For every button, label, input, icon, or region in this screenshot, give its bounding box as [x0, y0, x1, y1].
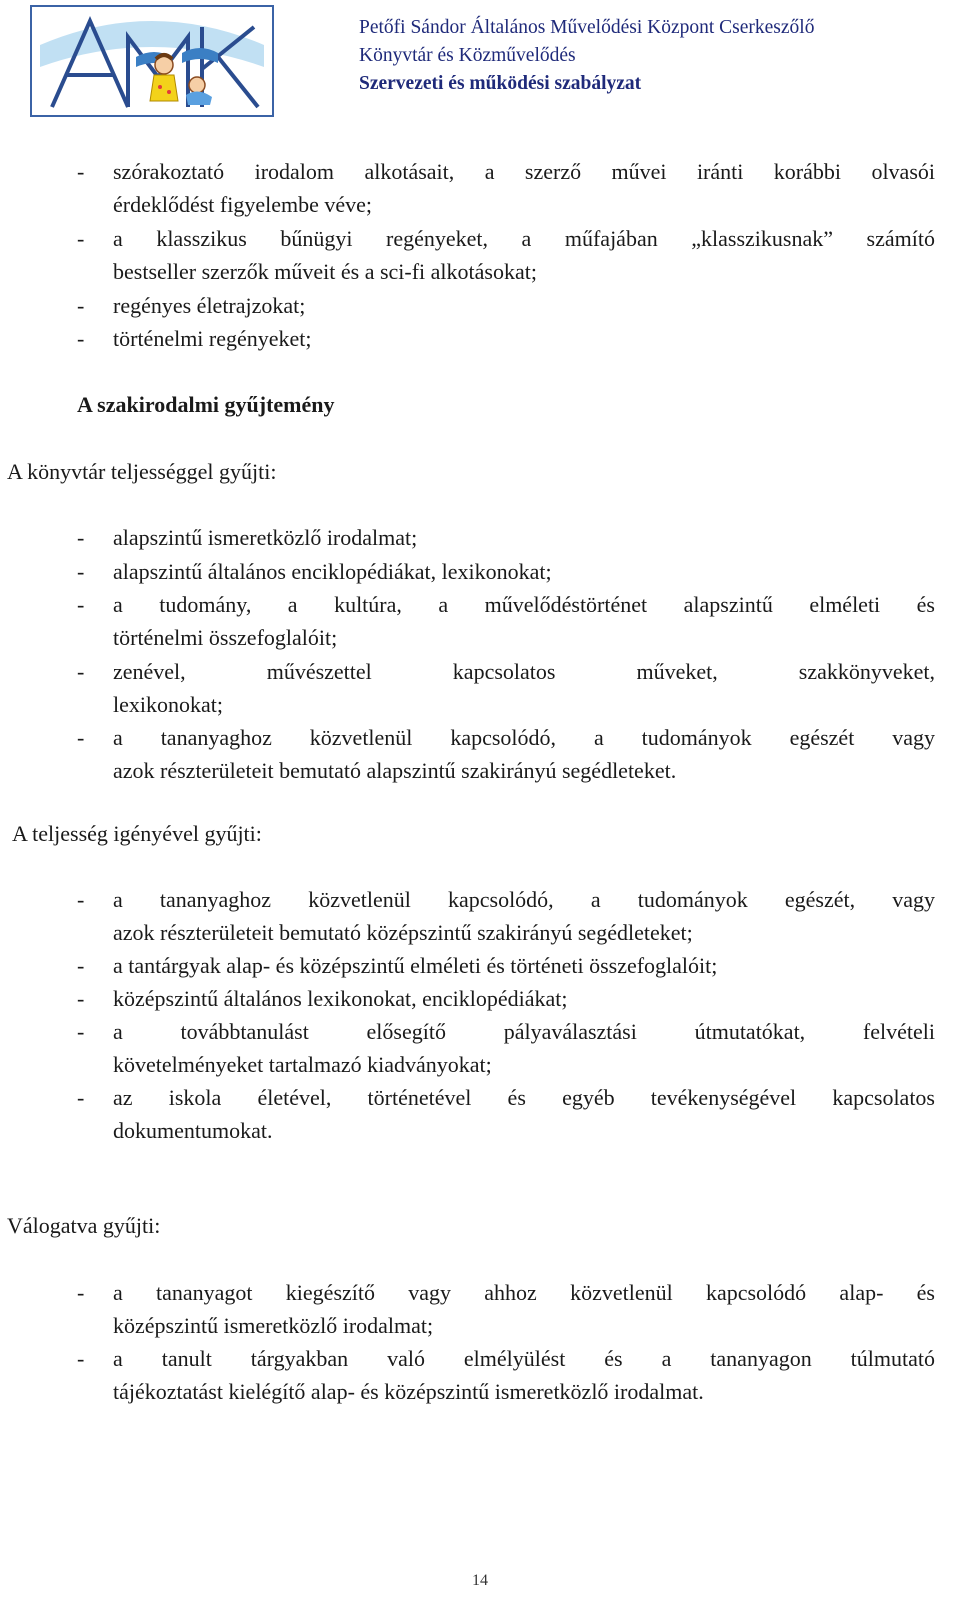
list-dash: -: [77, 1019, 85, 1044]
header-department: Könyvtár és Közművelődés: [359, 45, 576, 66]
list-item-text: szórakoztató irodalom alkotásait, a szerző művei iránti korábbi olvasói: [113, 159, 935, 184]
list-item-text: középszintű ismeretközlő irodalmat;: [113, 1313, 434, 1338]
list-dash: -: [77, 326, 85, 351]
page-number: 14: [472, 1572, 488, 1589]
list-dash: -: [77, 1280, 85, 1305]
paragraph-intro: A könyvtár teljességgel gyűjti:: [7, 459, 277, 484]
list-dash: -: [77, 887, 85, 912]
list-item-text: alapszintű ismeretközlő irodalmat;: [113, 525, 418, 550]
header-institution: Petőfi Sándor Általános Művelődési Központ Cserkeszőlő: [359, 17, 815, 38]
list-item-text: regényes életrajzokat;: [113, 293, 306, 318]
list-item-text: bestseller szerzők műveit és a sci-fi alkotásokat;: [113, 259, 537, 284]
list-item-text: zenével, művészettel kapcsolatos műveket, szakkönyveket,: [113, 659, 935, 684]
list-item-text: a tananyaghoz közvetlenül kapcsolódó, a tudományok egészét vagy: [113, 725, 935, 750]
list-item-text: középszintű általános lexikonokat, enciklopédiákat;: [113, 986, 568, 1011]
list-item-text: azok részterületeit bemutató középszintű szakirányú segédleteket;: [113, 920, 693, 945]
header-document-title: Szervezeti és működési szabályzat: [359, 73, 642, 94]
list-dash: -: [77, 1085, 85, 1110]
paragraph-intro: A teljesség igényével gyűjti:: [12, 821, 262, 846]
list-dash: -: [77, 725, 85, 750]
list-dash: -: [77, 525, 85, 550]
list-item-text: a továbbtanulást elősegítő pályaválasztási útmutatókat, felvételi: [113, 1019, 935, 1044]
list-item-text: az iskola életével, történetével és egyéb tevékenységével kapcsolatos: [113, 1085, 935, 1110]
list-item-text: a tananyagot kiegészítő vagy ahhoz közvetlenül kapcsolódó alap- és: [113, 1280, 935, 1305]
list-item-text: alapszintű általános enciklopédiákat, lexikonokat;: [113, 559, 552, 584]
list-dash: -: [77, 659, 85, 684]
section-heading: A szakirodalmi gyűjtemény: [77, 392, 335, 417]
list-item-text: a klasszikus bűnügyi regényeket, a műfajában „klasszikusnak” számító: [113, 226, 935, 251]
list-item-text: a tantárgyak alap- és középszintű elméleti és történeti összefoglalóit;: [113, 953, 718, 978]
list-item-text: dokumentumokat.: [113, 1118, 273, 1143]
list-item-text: lexikonokat;: [113, 692, 223, 717]
list-dash: -: [77, 953, 85, 978]
list-item-text: történelmi összefoglalóit;: [113, 625, 338, 650]
list-dash: -: [77, 226, 85, 251]
list-item-text: történelmi regényeket;: [113, 326, 312, 351]
list-dash: -: [77, 159, 85, 184]
list-dash: -: [77, 293, 85, 318]
list-dash: -: [77, 986, 85, 1011]
logo: [30, 5, 274, 117]
list-item-text: tájékoztatást kielégítő alap- és középszintű ismeretközlő irodalmat.: [113, 1379, 704, 1404]
paragraph-intro: Válogatva gyűjti:: [7, 1213, 161, 1238]
document-header: [359, 14, 939, 98]
list-item-text: érdeklődést figyelembe véve;: [113, 192, 373, 217]
list-item-text: követelményeket tartalmazó kiadványokat;: [113, 1052, 492, 1077]
list-dash: -: [77, 592, 85, 617]
amk-logo-image: [32, 7, 272, 115]
list-item-text: azok részterületeit bemutató alapszintű szakirányú segédleteket.: [113, 758, 677, 783]
list-item-text: a tudomány, a kultúra, a művelődéstörténet alapszintű elméleti és: [113, 592, 935, 617]
list-item-text: a tananyaghoz közvetlenül kapcsolódó, a tudományok egészét, vagy: [113, 887, 935, 912]
list-dash: -: [77, 559, 85, 584]
list-item-text: a tanult tárgyakban való elmélyülést és a tananyagon túlmutató: [113, 1346, 935, 1371]
list-dash: -: [77, 1346, 85, 1371]
